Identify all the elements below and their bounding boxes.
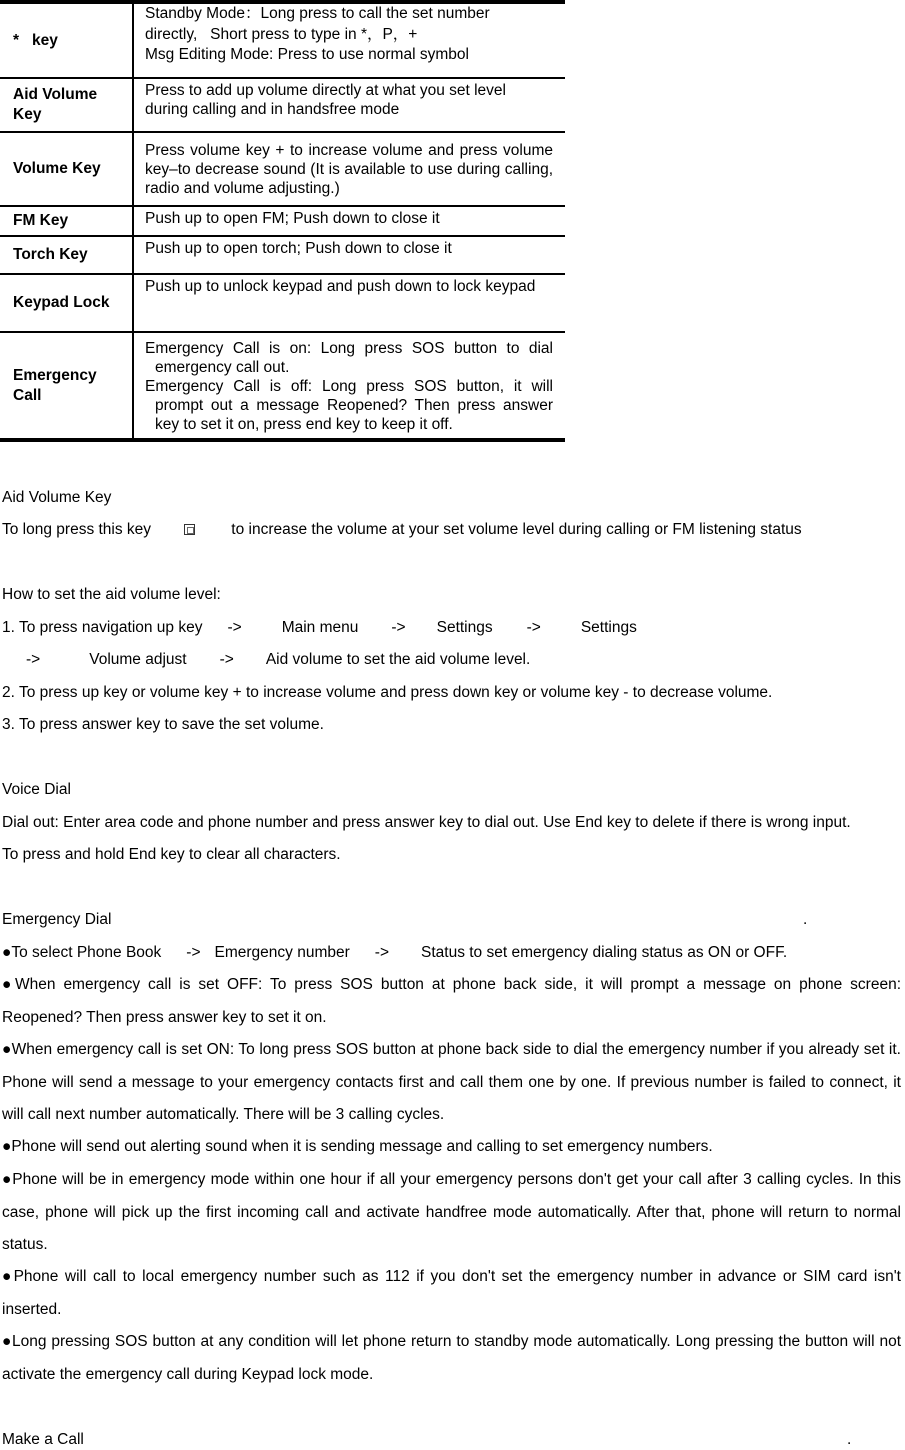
emergency-bullet-off: ●When emergency call is set OFF: To press SOS button at phone back side, it will prompt a message on phone screen: Reopened? Then press answer key to set it on. xyxy=(2,976,901,1026)
key-name: Emergency Call xyxy=(0,332,133,440)
aid-volume-key-icon xyxy=(184,524,195,535)
setup-step-1-continued: -> Volume adjust -> Aid volume to set the aid volume level. xyxy=(26,651,531,668)
voice-dial-line-1: Dial out: Enter area code and phone number and press answer key to dial out. Use End key to delete if there is wrong input. xyxy=(2,814,851,831)
emergency-bullet-standby: ●Long pressing SOS button at any condition will let phone return to standby mode automatically. Long pressing the button will not activate the emergency call during Keypad lock mode. xyxy=(2,1333,901,1383)
key-description: Emergency Call is on: Long press SOS button to dial emergency call out. Emergency Call is off: Long press SOS button, it will prompt out a message Reopened? Then press answer key to set it on, press end key to keep it off. xyxy=(133,332,565,440)
key-description: Press to add up volume directly at what you set level during calling and in handsfree mode xyxy=(133,78,565,132)
setup-step-3: 3. To press answer key to save the set volume. xyxy=(2,716,324,733)
setup-step-2: 2. To press up key or volume key + to increase volume and press down key or volume key - to decrease volume. xyxy=(2,684,773,701)
key-name: Aid Volume Key xyxy=(0,78,133,132)
key-name: Volume Key xyxy=(0,132,133,206)
table-row xyxy=(0,206,565,236)
key-name: * key xyxy=(0,2,133,78)
emergency-bullet-local: ●Phone will call to local emergency number such as 112 if you don't set the emergency number in advance or SIM card isn't inserted. xyxy=(2,1268,901,1318)
key-description: Push up to open torch; Push down to close it xyxy=(133,236,565,274)
key-description: Push up to open FM; Push down to close it xyxy=(133,206,565,236)
section-heading-aid-setup: How to set the aid volume level: xyxy=(2,586,221,603)
key-name: Keypad Lock xyxy=(0,274,133,332)
aid-volume-description: To long press this key to increase the volume at your set volume level during calling or FM listening status xyxy=(2,521,802,538)
section-heading-voice-dial: Voice Dial xyxy=(2,781,71,798)
section-heading-emergency-dial: Emergency Dial . xyxy=(2,911,808,928)
section-heading-make-call: Make a Call . xyxy=(2,1431,852,1448)
key-description: Push up to unlock keypad and push down to lock keypad xyxy=(133,274,565,332)
key-name: Torch Key xyxy=(0,236,133,274)
emergency-bullet-mode: ●Phone will be in emergency mode within one hour if all your emergency persons don't get your call after 3 calling cycles. In this case, phone will pick up the first incoming call and activate handfree mode automatically. After that, phone will return to normal status. xyxy=(2,1171,901,1253)
setup-step-1: 1. To press navigation up key -> Main menu -> Settings -> Settings xyxy=(2,619,637,636)
table-row xyxy=(0,78,565,132)
table-row xyxy=(0,2,565,78)
emergency-bullet-alert: ●Phone will send out alerting sound when it is sending message and calling to set emergency numbers. xyxy=(2,1138,713,1155)
table-row xyxy=(0,332,565,440)
emergency-bullet-select: ●To select Phone Book -> Emergency number -> Status to set emergency dialing status as ON or OFF. xyxy=(2,944,788,961)
key-description: Standby Mode：Long press to call the set number directly, Short press to type in *，P，+ Msg Editing Mode: Press to use normal symbol xyxy=(145,5,490,63)
key-description: Press volume key + to increase volume and press volume key–to decrease sound (It is available to use during calling, radio and volume adjusting.) xyxy=(133,132,565,206)
table-row xyxy=(0,132,565,206)
key-function-table xyxy=(0,0,565,442)
table-row xyxy=(0,274,565,332)
key-name: FM Key xyxy=(0,206,133,236)
voice-dial-line-2: To press and hold End key to clear all characters. xyxy=(2,846,341,863)
section-heading-aid-volume: Aid Volume Key xyxy=(2,489,112,506)
emergency-bullet-on: ●When emergency call is set ON: To long press SOS button at phone back side to dial the emergency number if you already set it. Phone will send a message to your emergency contacts first and call them one by one. If previous number is failed to connect, it will call next number automatically. There will be 3 calling cycles. xyxy=(2,1041,901,1123)
table-row xyxy=(0,236,565,274)
